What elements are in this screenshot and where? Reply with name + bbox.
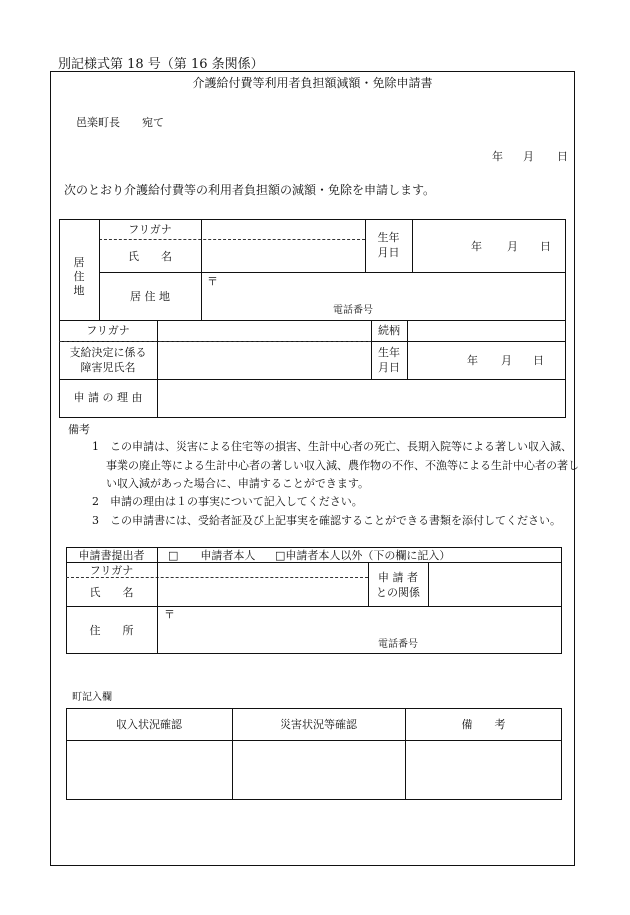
note-1-line-2: 事業の廃止等による生計中心者の著しい収入減、農作物の不作、不漁等による生計中心者の著し — [106, 459, 579, 472]
submitter-address-label: 住 所 — [89, 624, 134, 637]
date-month-label: 月 — [523, 150, 534, 163]
birth2-day: 日 — [533, 354, 544, 367]
birth2-label-1: 生年 — [378, 346, 400, 359]
submitter-phone-label: 電話番号 — [378, 639, 418, 650]
note-1-line-1: 1 この申請は、災害による住宅等の損害、生計中心者の死亡、長期入院等による著しい収入減、 — [92, 440, 572, 453]
birth-day: 日 — [540, 240, 551, 253]
submitter-name-label: 氏 名 — [89, 586, 134, 599]
submitter-postal-mark: 〒 — [164, 608, 175, 621]
note-1-line-3: い収入減があった場合に、申請することができます。 — [106, 477, 370, 490]
address-label: 居 住 地 — [130, 290, 170, 303]
form-title: 介護給付費等利用者負担額減額・免除申請書 — [192, 76, 433, 90]
submitter-furigana-label: フリガナ — [89, 564, 134, 577]
col-income-check: 収入状況確認 — [116, 718, 182, 731]
note-3: 3 この申請書には、受給者証及び上記事実を確認することができる書類を添付してください。 — [92, 514, 561, 527]
option-applicant-self-checkbox[interactable]: □ 申請者本人 — [168, 549, 256, 562]
birth-label-2: 月日 — [377, 246, 400, 259]
submitter-table — [66, 547, 562, 654]
submitter-label: 申請書提出者 — [78, 549, 145, 562]
name-label: 氏 名 — [128, 250, 172, 263]
child-name-label-1: 支給決定に係る — [69, 346, 147, 359]
birth2-month: 月 — [501, 354, 512, 367]
option-other-than-applicant-checkbox[interactable]: □申請者本人以外（下の欄に記入） — [275, 549, 451, 562]
applicant-table — [59, 219, 566, 418]
phone-label: 電話番号 — [333, 305, 373, 316]
postal-mark: 〒 — [207, 275, 218, 288]
birth-month: 月 — [507, 240, 518, 253]
notes-title: 備考 — [68, 423, 90, 436]
birth2-year: 年 — [467, 354, 478, 367]
date-day-label: 日 — [557, 150, 568, 163]
birth-label-1: 生年 — [377, 231, 400, 244]
date-year-label: 年 — [492, 150, 503, 163]
residence-group-label-1: 居 — [73, 256, 85, 269]
town-section-label: 町記入欄 — [72, 692, 112, 703]
col-remarks: 備 考 — [461, 718, 506, 731]
form-number: 別記様式第 18 号（第 16 条関係） — [58, 57, 264, 72]
submitter-relation-label-1: 申 請 者 — [378, 571, 418, 584]
addressee: 邑楽町長 宛て — [76, 116, 164, 129]
col-disaster-check: 災害状況等確認 — [280, 718, 357, 731]
residence-group-label-2: 住 — [73, 270, 85, 283]
relation-label: 続柄 — [378, 324, 400, 337]
reason-label: 申 請 の 理 由 — [73, 391, 143, 404]
child-name-label-2: 障害児氏名 — [80, 361, 136, 374]
submitter-relation-label-2: との関係 — [376, 586, 420, 599]
birth-year: 年 — [471, 240, 482, 253]
furigana2-label: フリガナ — [86, 324, 130, 337]
lead-text: 次のとおり介護給付費等の利用者負担額の減額・免除を申請します。 — [64, 183, 436, 197]
birth2-label-2: 月日 — [378, 361, 400, 374]
furigana-label: フリガナ — [128, 223, 172, 236]
note-2: 2 申請の理由は１の事実について記入してください。 — [92, 495, 363, 508]
residence-group-label-3: 地 — [73, 284, 85, 297]
